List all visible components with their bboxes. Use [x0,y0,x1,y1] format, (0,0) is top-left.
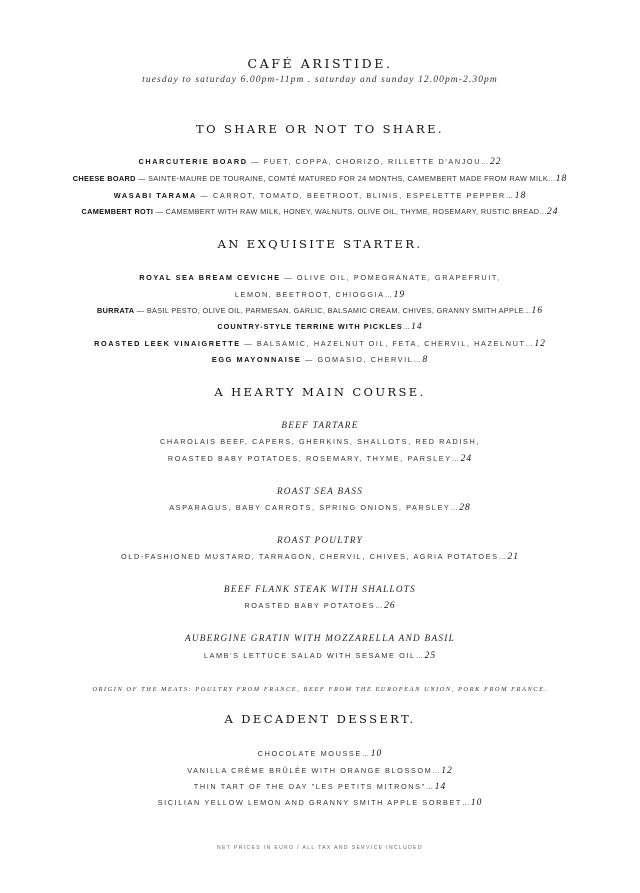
item-price: 25 [424,651,437,661]
dish-description [0,503,640,513]
item-description: — BASIL PESTO, OLIVE OIL, PARMESAN, GARLIC, BALSAMIC CREAM, CHIVES, GRANNY SMITH APPLE… [134,306,532,315]
item-description: ROASTED BABY POTATOES… [244,601,385,610]
item-price: 24 [547,207,559,217]
item-price: 22 [489,157,502,167]
menu-item-cheese-board [0,174,640,184]
item-description: LEMON, BEETROOT, CHIOGGIA… [234,290,394,299]
dish-name-roast-sea-bass: ROAST SEA BASS [276,486,364,496]
item-name: CHARCUTERIE BOARD [138,157,248,166]
restaurant-name: CAFÉ ARISTIDE. [247,56,393,71]
item-description: SICILIAN YELLOW LEMON AND GRANNY SMITH APPLE SORBET… [157,798,471,807]
item-description: — OLIVE OIL, POMEGRANATE, GRAPEFRUIT, [280,273,501,282]
dish-name-roast-poultry: ROAST POULTRY [276,535,364,545]
section-heading-share: TO SHARE OR NOT TO SHARE. [196,122,444,136]
item-name: ROYAL SEA BREAM CEVICHE [139,273,281,282]
item-price: 26 [384,601,396,611]
dish-description [0,552,640,562]
item-price: 19 [393,290,406,300]
item-description: VANILLA CRÈME BRÛLÉE WITH ORANGE BLOSSOM… [187,766,442,775]
item-price: 16 [531,306,544,316]
menu-item-ceviche-continued [0,290,640,300]
item-name: COUNTRY-STYLE TERRINE WITH PICKLES [217,322,403,331]
menu-item-burrata [0,306,640,316]
section-heading-starter: AN EXQUISITE STARTER. [217,237,423,251]
item-name: CHEESE BOARD [72,174,136,183]
item-description: — CARROT, TOMATO, BEETROOT, BLINIS, ESPELETTE PEPPER… [196,191,515,200]
menu-item-wasabi-tarama [0,191,640,201]
footer-note: NET PRICES IN EURO / ALL TAX AND SERVICE INCLUDED [217,845,423,851]
item-price: 10 [370,749,383,759]
item-price: 12 [534,339,546,349]
item-price: 8 [422,355,429,365]
menu-item-chocolate-mousse [0,749,640,759]
item-price: 28 [459,503,471,513]
dish-description [0,601,640,611]
item-description: ROASTED BABY POTATOES, ROSEMARY, THYME, PARSLEY… [167,454,461,463]
item-name: CAMEMBERT ROTI [81,207,154,216]
item-price: 24 [460,454,473,464]
item-description: LAMB'S LETTUCE SALAD WITH SESAME OIL… [203,651,425,660]
item-description: — SAINTE-MAURE DE TOURAINE, COMTÉ MATURED FOR 24 MONTHS, CAMEMBERT MADE FROM RAW MILK… [135,174,556,183]
dish-description-continued [0,454,640,464]
item-description: — BALSAMIC, HAZELNUT OIL, FETA, CHERVIL, HAZELNUT… [240,339,535,348]
menu-item-ceviche [0,273,640,282]
item-description: OLD-FASHIONED MUSTARD, TARRAGON, CHERVIL, CHIVES, AGRIA POTATOES… [121,552,508,561]
dish-description [0,651,640,661]
menu-item-charcuterie [0,157,640,167]
section-heading-main: A HEARTY MAIN COURSE. [214,385,426,399]
dish-name-aubergine-gratin: AUBERGINE GRATIN WITH MOZZARELLA AND BASIL [184,633,456,643]
menu-item-terrine [0,322,640,332]
menu-item-egg-mayonnaise [0,355,640,365]
menu-item-sorbet [0,798,640,808]
item-description: ASPARAGUS, BABY CARROTS, SPRING ONIONS, PARSLEY… [169,503,460,512]
item-description: — GOMASIO, CHERVIL… [301,355,423,364]
section-heading-dessert: A DECADENT DESSERT. [224,712,416,726]
menu-item-camembert-roti [0,207,640,217]
item-description: — CAMEMBERT WITH RAW MILK, HONEY, WALNUTS, OLIVE OIL, THYME, ROSEMARY, RUSTIC BREAD… [153,207,547,216]
dish-name-beef-flank-steak: BEEF FLANK STEAK WITH SHALLOTS [223,584,417,594]
item-price: 12 [441,766,453,776]
menu-item-thin-tart [0,782,640,792]
dish-name-beef-tartare: BEEF TARTARE [281,420,359,430]
item-price: 14 [434,782,447,792]
menu-item-leek-vinaigrette [0,339,640,349]
item-description: CHOCOLATE MOUSSE… [257,749,371,758]
item-price: 14 [411,322,423,332]
item-name: ROASTED LEEK VINAIGRETTE [94,339,241,348]
item-name: WASABI TARAMA [113,191,197,200]
item-name: EGG MAYONNAISE [211,355,302,364]
item-description: — FUET, COPPA, CHORIZO, RILLETTE D'ANJOU… [247,157,490,166]
item-price: 18 [514,191,527,201]
item-price: 21 [507,552,519,562]
item-description: … [402,322,412,331]
menu-item-creme-brulee [0,766,640,776]
item-price: 10 [470,798,483,808]
item-price: 18 [555,174,568,184]
item-name: BURRATA [96,306,135,315]
item-description: THIN TART OF THE DAY "LES PETITS MITRONS"… [193,782,435,791]
meat-origin-note: ORIGIN OF THE MEATS: POULTRY FROM FRANCE, BEEF FROM THE EUROPEAN UNION, PORK FROM FRANCE. [92,686,548,693]
dish-description: CHAROLAIS BEEF, CAPERS, GHERKINS, SHALLOTS, RED RADISH, [160,437,480,446]
opening-hours: tuesday to saturday 6.00pm-11pm . saturday and sunday 12.00pm-2.30pm [142,75,498,85]
